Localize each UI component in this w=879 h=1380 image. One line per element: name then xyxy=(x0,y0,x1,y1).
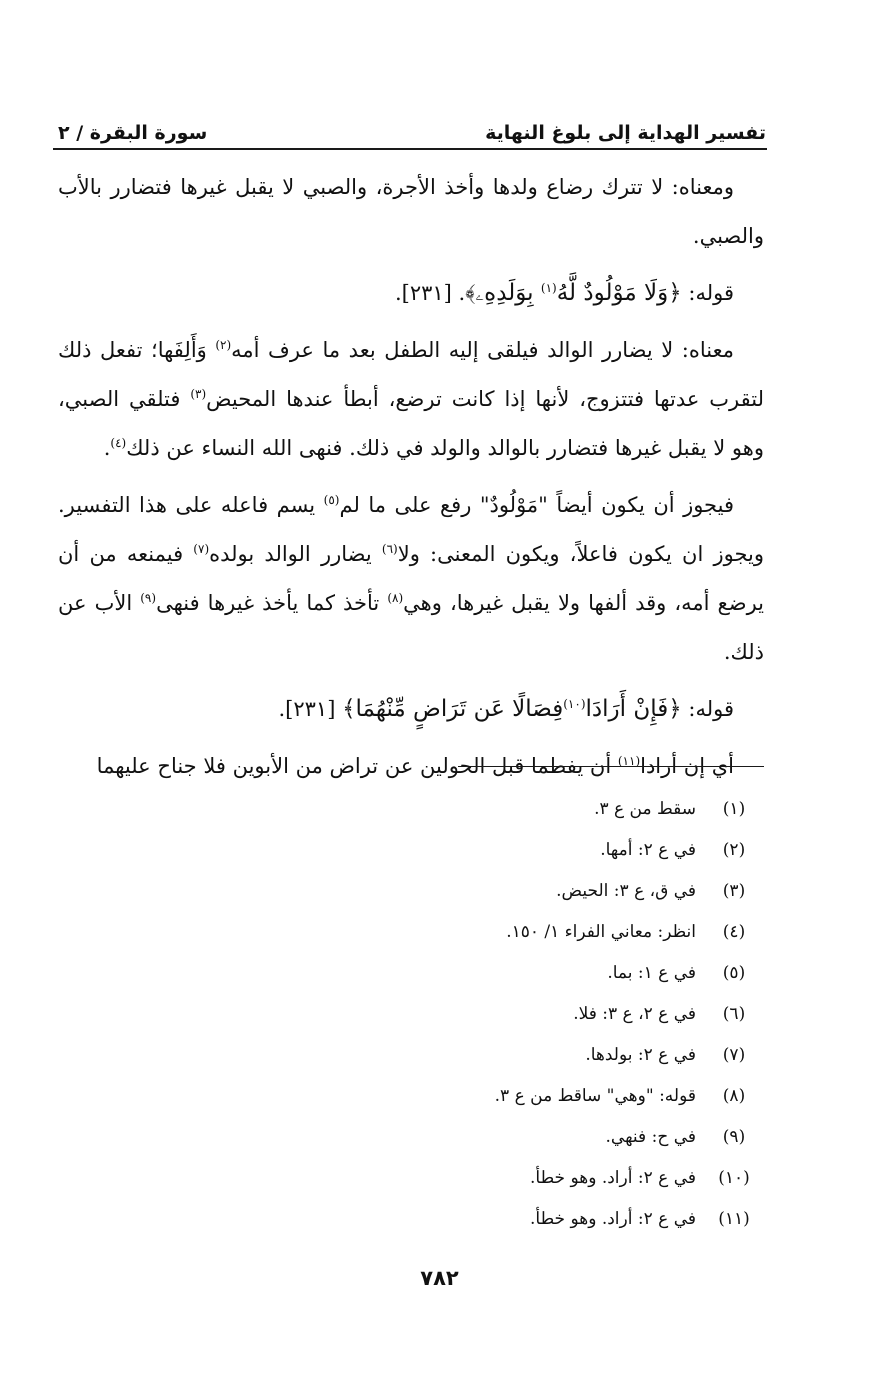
footnote-item xyxy=(58,952,764,993)
footnote-number: (٩) xyxy=(722,1126,746,1147)
verse-paragraph: قوله: ﴿فَإِنْ أَرَادَا$^{(١٠)}$فِصَالًا عَن تَرَاضٍ مِّنْهُمَا﴾ [٢٣١]. xyxy=(278,696,734,722)
footnote-text: في ح: فنهي. xyxy=(605,1126,696,1147)
paragraph: أي إن أرادا$^{(١١)}$ أن يفطما قبل الحولين عن تراض من الأبوين فلا جناح عليهما xyxy=(96,754,734,778)
footnote-number: (١٠) xyxy=(718,1167,750,1188)
quran-verse: ﴿وَلَا مَوْلُودٌ لَّهُ xyxy=(556,280,682,306)
footnote-marker: (١١) xyxy=(617,754,641,768)
paragraph: فيجوز أن يكون أيضاً "مَوْلُودٌ" رفع على ما لم$^{(٥)}$ يسم فاعله على هذا التفسير. ويجوز ان يكون فاعلاً، ويكون المعنى: ولا$^{(٦)}$ يضارر الوالد بولده$^{(٧)}$ فيمنعه من أن يرضع أمه، وقد ألفها ولا يقبل غيرها، وهي$^{(٨)}$ تأخذ كما يأخذ غيرها فنهى$^{(٩)}$ الأب عن ذلك. xyxy=(58,493,765,664)
paragraph: معناه: لا يضارر الوالد فيلقى إليه الطفل بعد ما عرف أمه$^{(٢)}$ وَأَلِفَها؛ تفعل ذلك لتقرب عدتها فتتزوج، لأنها إذا كانت ترضع، أبطأ عندها المحيض$^{(٣)}$ فتلقي الصبي، وهو لا يقبل غيرها فتضارر بالوالد والولد في ذلك. فنهى الله النساء عن ذلك$^{(٤)}$. xyxy=(58,338,764,460)
footnote-marker: (٤) xyxy=(110,436,127,450)
footnote-item xyxy=(58,1157,764,1198)
footnote-number: (١١) xyxy=(718,1208,750,1229)
footnote-item xyxy=(58,1116,764,1157)
footnote-text: في ع ٢: أراد. وهو خطأ. xyxy=(530,1208,696,1229)
quran-verse: بِوَلَدِهِۦ﴾ xyxy=(465,280,541,306)
footnote-marker: (٦) xyxy=(381,542,398,556)
footnote-text: في ع ٢، ع ٣: فلا. xyxy=(573,1003,696,1024)
footnote-item xyxy=(58,1198,764,1239)
quran-verse: فِصَالًا عَن تَرَاضٍ مِّنْهُمَا﴾ xyxy=(342,696,564,722)
footnote-text: في ق، ع ٣: الحيض. xyxy=(556,880,696,901)
book-title: تفسير الهداية إلى بلوغ النهاية xyxy=(485,122,766,144)
footnote-item xyxy=(58,1034,764,1075)
quran-verse: ﴿فَإِنْ أَرَادَا xyxy=(585,696,682,722)
surah-label: سورة البقرة / ٢ xyxy=(58,122,208,144)
footnote-number: (٥) xyxy=(722,962,746,983)
footnote-number: (٧) xyxy=(722,1044,746,1065)
footnote-divider xyxy=(458,766,764,767)
footnote-text: في ع ١: بما. xyxy=(607,962,696,983)
footnote-text: في ع ٢: أراد. وهو خطأ. xyxy=(530,1167,696,1188)
footnote-marker: (٥) xyxy=(323,493,340,507)
footnote-item xyxy=(58,993,764,1034)
footnote-item xyxy=(58,788,764,829)
main-text xyxy=(58,163,764,799)
footnote-marker: (٣) xyxy=(190,387,207,401)
footnote-number: (١) xyxy=(722,798,746,819)
footnote-marker: (٩) xyxy=(140,591,157,605)
footnote-marker: (٢) xyxy=(215,338,232,352)
footnote-number: (٨) xyxy=(722,1085,746,1106)
footnote-item xyxy=(58,1075,764,1116)
footnote-number: (٦) xyxy=(722,1003,746,1024)
footnote-marker: (١) xyxy=(540,281,557,295)
running-header xyxy=(58,104,766,144)
verse-reference: . [٢٣١]. xyxy=(394,281,466,305)
verse-reference: [٢٣١]. xyxy=(278,697,343,721)
footnote-text: في ع ٢: أمها. xyxy=(600,839,696,860)
footnote-text: سقط من ع ٣. xyxy=(594,798,696,819)
footnote-marker: (٨) xyxy=(387,591,404,605)
footnote-item xyxy=(58,911,764,952)
paragraph: ومعناه: لا تترك رضاع ولدها وأخذ الأجرة، والصبي لا يقبل غيرها فتضارر بالأب والصبي. xyxy=(58,175,764,248)
footnote-number: (٤) xyxy=(722,921,746,942)
footnote-item xyxy=(58,870,764,911)
header-divider xyxy=(53,148,767,150)
footnote-number: (٢) xyxy=(722,839,746,860)
page-number: ٧٨٢ xyxy=(420,1266,459,1290)
footnote-marker: (١٠) xyxy=(563,697,586,711)
footnote-text: انظر: معاني الفراء ١/ ١٥٠. xyxy=(506,921,696,942)
footnote-text: قوله: "وهي" ساقط من ع ٣. xyxy=(494,1085,696,1106)
footnote-number: (٣) xyxy=(722,880,746,901)
footnote-marker: (٧) xyxy=(193,542,210,556)
verse-paragraph: قوله: ﴿وَلَا مَوْلُودٌ لَّهُ$^{(١)}$ بِوَلَدِهِۦ﴾. [٢٣١]. xyxy=(394,280,734,306)
footnote-text: في ع ٢: بولدها. xyxy=(585,1044,696,1065)
footnotes-list xyxy=(58,788,764,1239)
footnote-item xyxy=(58,829,764,870)
